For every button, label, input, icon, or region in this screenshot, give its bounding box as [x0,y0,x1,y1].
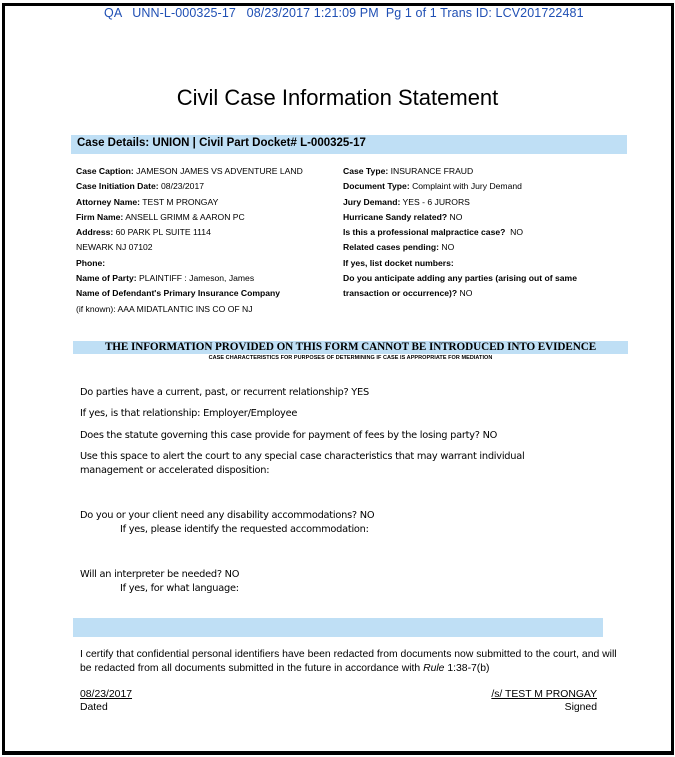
question-special-line1: Use this space to alert the court to any special case characteristics that may warrant individual [80,451,525,462]
field-case-type: Case Type: INSURANCE FRAUD [343,166,474,176]
certification-text: I certify that confidential personal identifiers have been redacted from documents now submitted to the court, and will be redacted from all documents submitted in the future in accordance with Rule 1:38-7(b) [80,649,617,674]
signature-date-block [80,688,132,714]
field-jury-demand: Jury Demand: YES - 6 JURORS [343,196,470,207]
filing-header: QA UNN-L-000325-17 08/23/2017 1:21:09 PM Pg 1 of 1 Trans ID: LCV201722481 [104,6,584,20]
evidence-banner [73,341,628,354]
date-label: Dated [80,702,108,713]
field-phone: Phone: [76,257,106,268]
field-defendant-insurance-label: Name of Defendant's Primary Insurance Company [76,288,281,299]
signed-value: /s/ TEST M PRONGAY [491,689,597,700]
evidence-subtitle: CASE CHARACTERISTICS FOR PURPOSES OF DETERMINING IF CASE IS APPROPRIATE FOR MEDIATION [208,355,493,361]
field-document-type: Document Type: Complaint with Jury Demand [343,181,522,192]
page-title: Civil Case Information Statement [176,85,499,110]
question-disability-followup: If yes, please identify the requested accommodation: [120,524,369,535]
field-adding-parties: Do you anticipate adding any parties (arising out of same [343,273,577,284]
field-firm-name: Firm Name: ANSELL GRIMM & AARON PC [76,211,245,222]
field-attorney-name: Attorney Name: TEST M PRONGAY [76,196,219,207]
date-value: 08/23/2017 [80,689,133,700]
field-case-initiation-date: Case Initiation Date: 08/23/2017 [76,181,205,192]
question-disability: Do you or your client need any disability accommodations? NO [80,510,375,521]
question-fees: Does the statute governing this case provide for payment of fees by the losing party? NO [80,430,498,441]
evidence-banner-text: THE INFORMATION PROVIDED ON THIS FORM CANNOT BE INTRODUCED INTO EVIDENCE [104,341,597,353]
field-case-caption: Case Caption: JAMESON JAMES VS ADVENTURE LAND [76,166,303,176]
field-professional-malpractice: Is this a professional malpractice case? NO [343,227,524,238]
question-interpreter-followup: If yes, for what language: [120,583,239,594]
signature-signed-block [491,688,597,714]
field-docket-numbers: If yes, list docket numbers: [343,257,454,268]
question-special-line2: management or accelerated disposition: [80,465,270,476]
field-adding-parties-cont: transaction or occurrence)? NO [343,288,473,299]
case-details-right-column [343,164,577,302]
question-relationship-type: If yes, is that relationship: Employer/Employee [80,408,298,419]
question-relationship: Do parties have a current, past, or recurrent relationship? YES [80,387,369,398]
question-interpreter: Will an interpreter be needed? NO [80,569,240,580]
case-details-left-column [76,164,303,317]
page-frame [2,3,674,755]
field-hurricane-sandy: Hurricane Sandy related? NO [343,211,463,222]
field-address: Address: 60 PARK PL SUITE 1114 [76,227,211,238]
certification-banner [73,618,603,637]
signed-label: Signed [564,702,597,713]
field-related-cases: Related cases pending: NO [343,242,455,253]
field-name-of-party: Name of Party: PLAINTIFF : Jameson, James [76,273,255,284]
field-address-city: NEWARK NJ 07102 [76,242,153,253]
case-details-banner [71,135,627,154]
field-defendant-insurance-value: (if known): AAA MIDATLANTIC INS CO OF NJ [76,303,253,314]
case-details-banner-text: Case Details: UNION | Civil Part Docket# L-000325-17 [77,137,366,149]
